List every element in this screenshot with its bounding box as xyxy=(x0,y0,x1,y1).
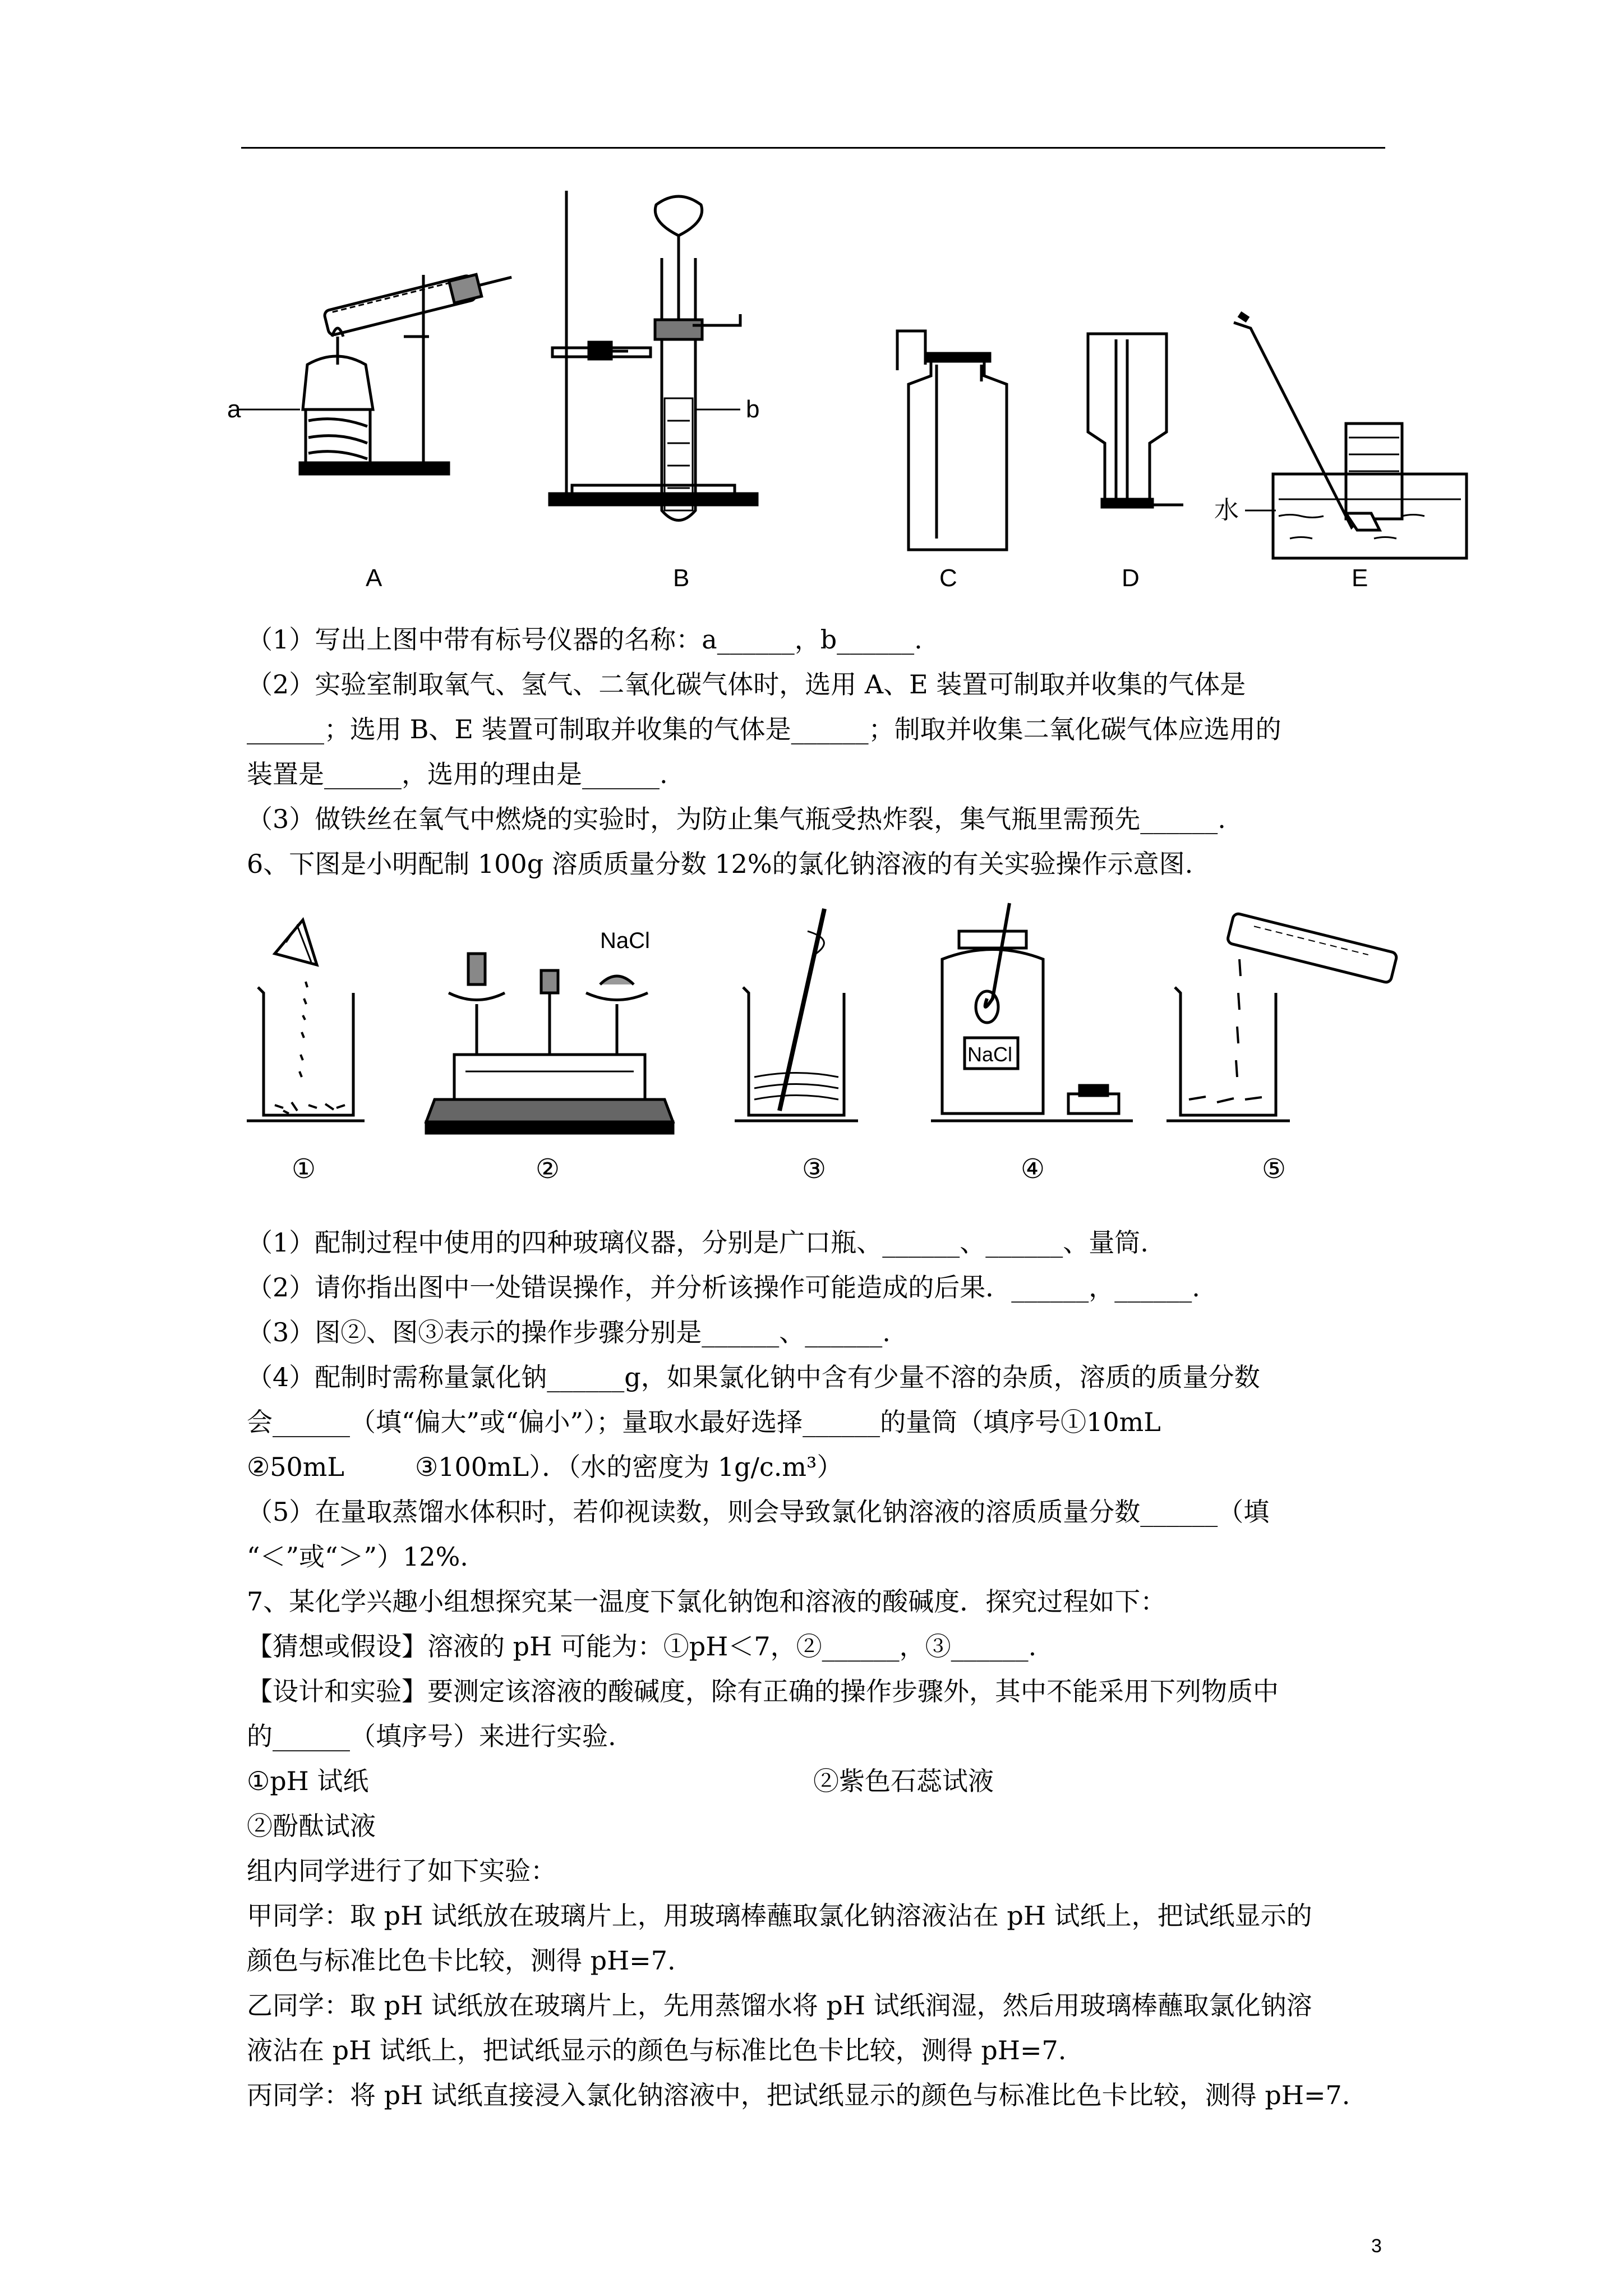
caption-step-2: ② xyxy=(536,1153,560,1185)
q6-line-6a: ②50mL xyxy=(247,1452,344,1482)
apparatus-figure xyxy=(227,185,1486,600)
q7-option-2: ②紫色石蕊试液 xyxy=(813,1766,994,1796)
q5-line-1: （1）写出上图中带有标号仪器的名称：a______，b______. xyxy=(247,624,923,655)
label-a: a xyxy=(227,395,241,423)
q7-title: 7、某化学兴趣小组想探究某一温度下氯化钠饱和溶液的酸碱度．探究过程如下： xyxy=(247,1586,1166,1617)
q7-line-8: 液沾在 pH 试纸上，把试纸显示的颜色与标准比色卡比较，测得 pH=7. xyxy=(247,2035,1067,2065)
apparatus-e xyxy=(1234,314,1467,558)
caption-c: C xyxy=(939,564,957,592)
step-3-dissolve xyxy=(735,909,858,1121)
q6-line-2: （2）请你指出图中一处错误操作，并分析该操作可能造成的后果．______，______. xyxy=(247,1272,1200,1303)
header-rule xyxy=(241,147,1385,149)
caption-e: E xyxy=(1352,564,1368,592)
preparation-figure xyxy=(241,886,1424,1189)
caption-step-1: ① xyxy=(292,1153,316,1185)
page-number: 3 xyxy=(1371,2235,1382,2257)
apparatus-b xyxy=(550,191,760,521)
q7-line-4: 组内同学进行了如下实验： xyxy=(247,1856,556,1886)
q5-line-3: ______；选用 B、E 装置可制取并收集的气体是______；制取并收集二氧化碳气体应选用的 xyxy=(247,714,1281,744)
q7-option-3: ②酚酞试液 xyxy=(247,1811,376,1841)
q5-line-4: 装置是______，选用的理由是______. xyxy=(247,759,668,789)
step-2-weigh xyxy=(426,954,673,1133)
q6-line-5: 会______（填“偏大”或“偏小”）；量取水最好选择______的量筒（填序号①10mL xyxy=(247,1407,1161,1437)
jar-label: NaCl xyxy=(967,1043,1013,1066)
q7-line-1: 【猜想或假设】溶液的 pH 可能为：①pH＜7，②______，③______. xyxy=(247,1631,1037,1662)
q7-line-6: 颜色与标准比色卡比较，测得 pH=7. xyxy=(247,1945,676,1976)
q6-line-8: “＜”或“＞”）12%. xyxy=(247,1542,468,1572)
q7-line-7: 乙同学：取 pH 试纸放在玻璃片上，先用蒸馏水将 pH 试纸润湿，然后用玻璃棒蘸取氯化钠溶 xyxy=(247,1990,1312,2021)
step-5-pour-water xyxy=(1166,913,1398,1121)
apparatus-d xyxy=(1088,334,1183,507)
apparatus-a xyxy=(238,265,515,474)
q6-line-3: （3）图②、图③表示的操作步骤分别是______、______. xyxy=(247,1317,891,1347)
label-water: 水 xyxy=(1214,496,1239,524)
apparatus-c xyxy=(897,331,1007,550)
q7-line-3: 的______（填序号）来进行实验. xyxy=(247,1721,616,1751)
q6-line-6b: ③100mL）．（水的密度为 1g/c.m³） xyxy=(415,1452,843,1482)
step-4-reagent-jar xyxy=(931,903,1133,1121)
caption-b: B xyxy=(673,564,690,592)
nacl-label: NaCl xyxy=(600,928,650,953)
caption-a: A xyxy=(366,564,382,592)
q7-option-1: ①pH 试纸 xyxy=(247,1766,369,1796)
label-b: b xyxy=(746,395,760,423)
step-1-pour-solid xyxy=(247,920,365,1121)
caption-d: D xyxy=(1122,564,1140,592)
q7-line-9: 丙同学：将 pH 试纸直接浸入氯化钠溶液中，把试纸显示的颜色与标准比色卡比较，测得 pH=7. xyxy=(247,2080,1350,2110)
q6-line-4: （4）配制时需称量氯化钠______g，如果氯化钠中含有少量不溶的杂质，溶质的质量分数 xyxy=(247,1362,1260,1392)
q6-line-1: （1）配制过程中使用的四种玻璃仪器，分别是广口瓶、______、______、量筒. xyxy=(247,1227,1149,1258)
q6-title: 6、下图是小明配制 100g 溶质质量分数 12%的氯化钠溶液的有关实验操作示意图. xyxy=(247,849,1193,879)
q6-line-7: （5）在量取蒸馏水体积时，若仰视读数，则会导致氯化钠溶液的溶质质量分数______（填 xyxy=(247,1497,1270,1527)
q5-line-5: （3）做铁丝在氧气中燃烧的实验时，为防止集气瓶受热炸裂，集气瓶里需预先______. xyxy=(247,804,1226,834)
q7-line-5: 甲同学：取 pH 试纸放在玻璃片上，用玻璃棒蘸取氯化钠溶液沾在 pH 试纸上，把试纸显示的 xyxy=(247,1901,1312,1931)
caption-step-5: ⑤ xyxy=(1262,1153,1287,1185)
q7-line-2: 【设计和实验】要测定该溶液的酸碱度，除有正确的操作步骤外，其中不能采用下列物质中 xyxy=(247,1676,1279,1706)
caption-step-3: ③ xyxy=(802,1153,827,1185)
q5-line-2: （2）实验室制取氧气、氢气、二氧化碳气体时，选用 A、E 装置可制取并收集的气体是 xyxy=(247,669,1246,700)
caption-step-4: ④ xyxy=(1021,1153,1045,1185)
